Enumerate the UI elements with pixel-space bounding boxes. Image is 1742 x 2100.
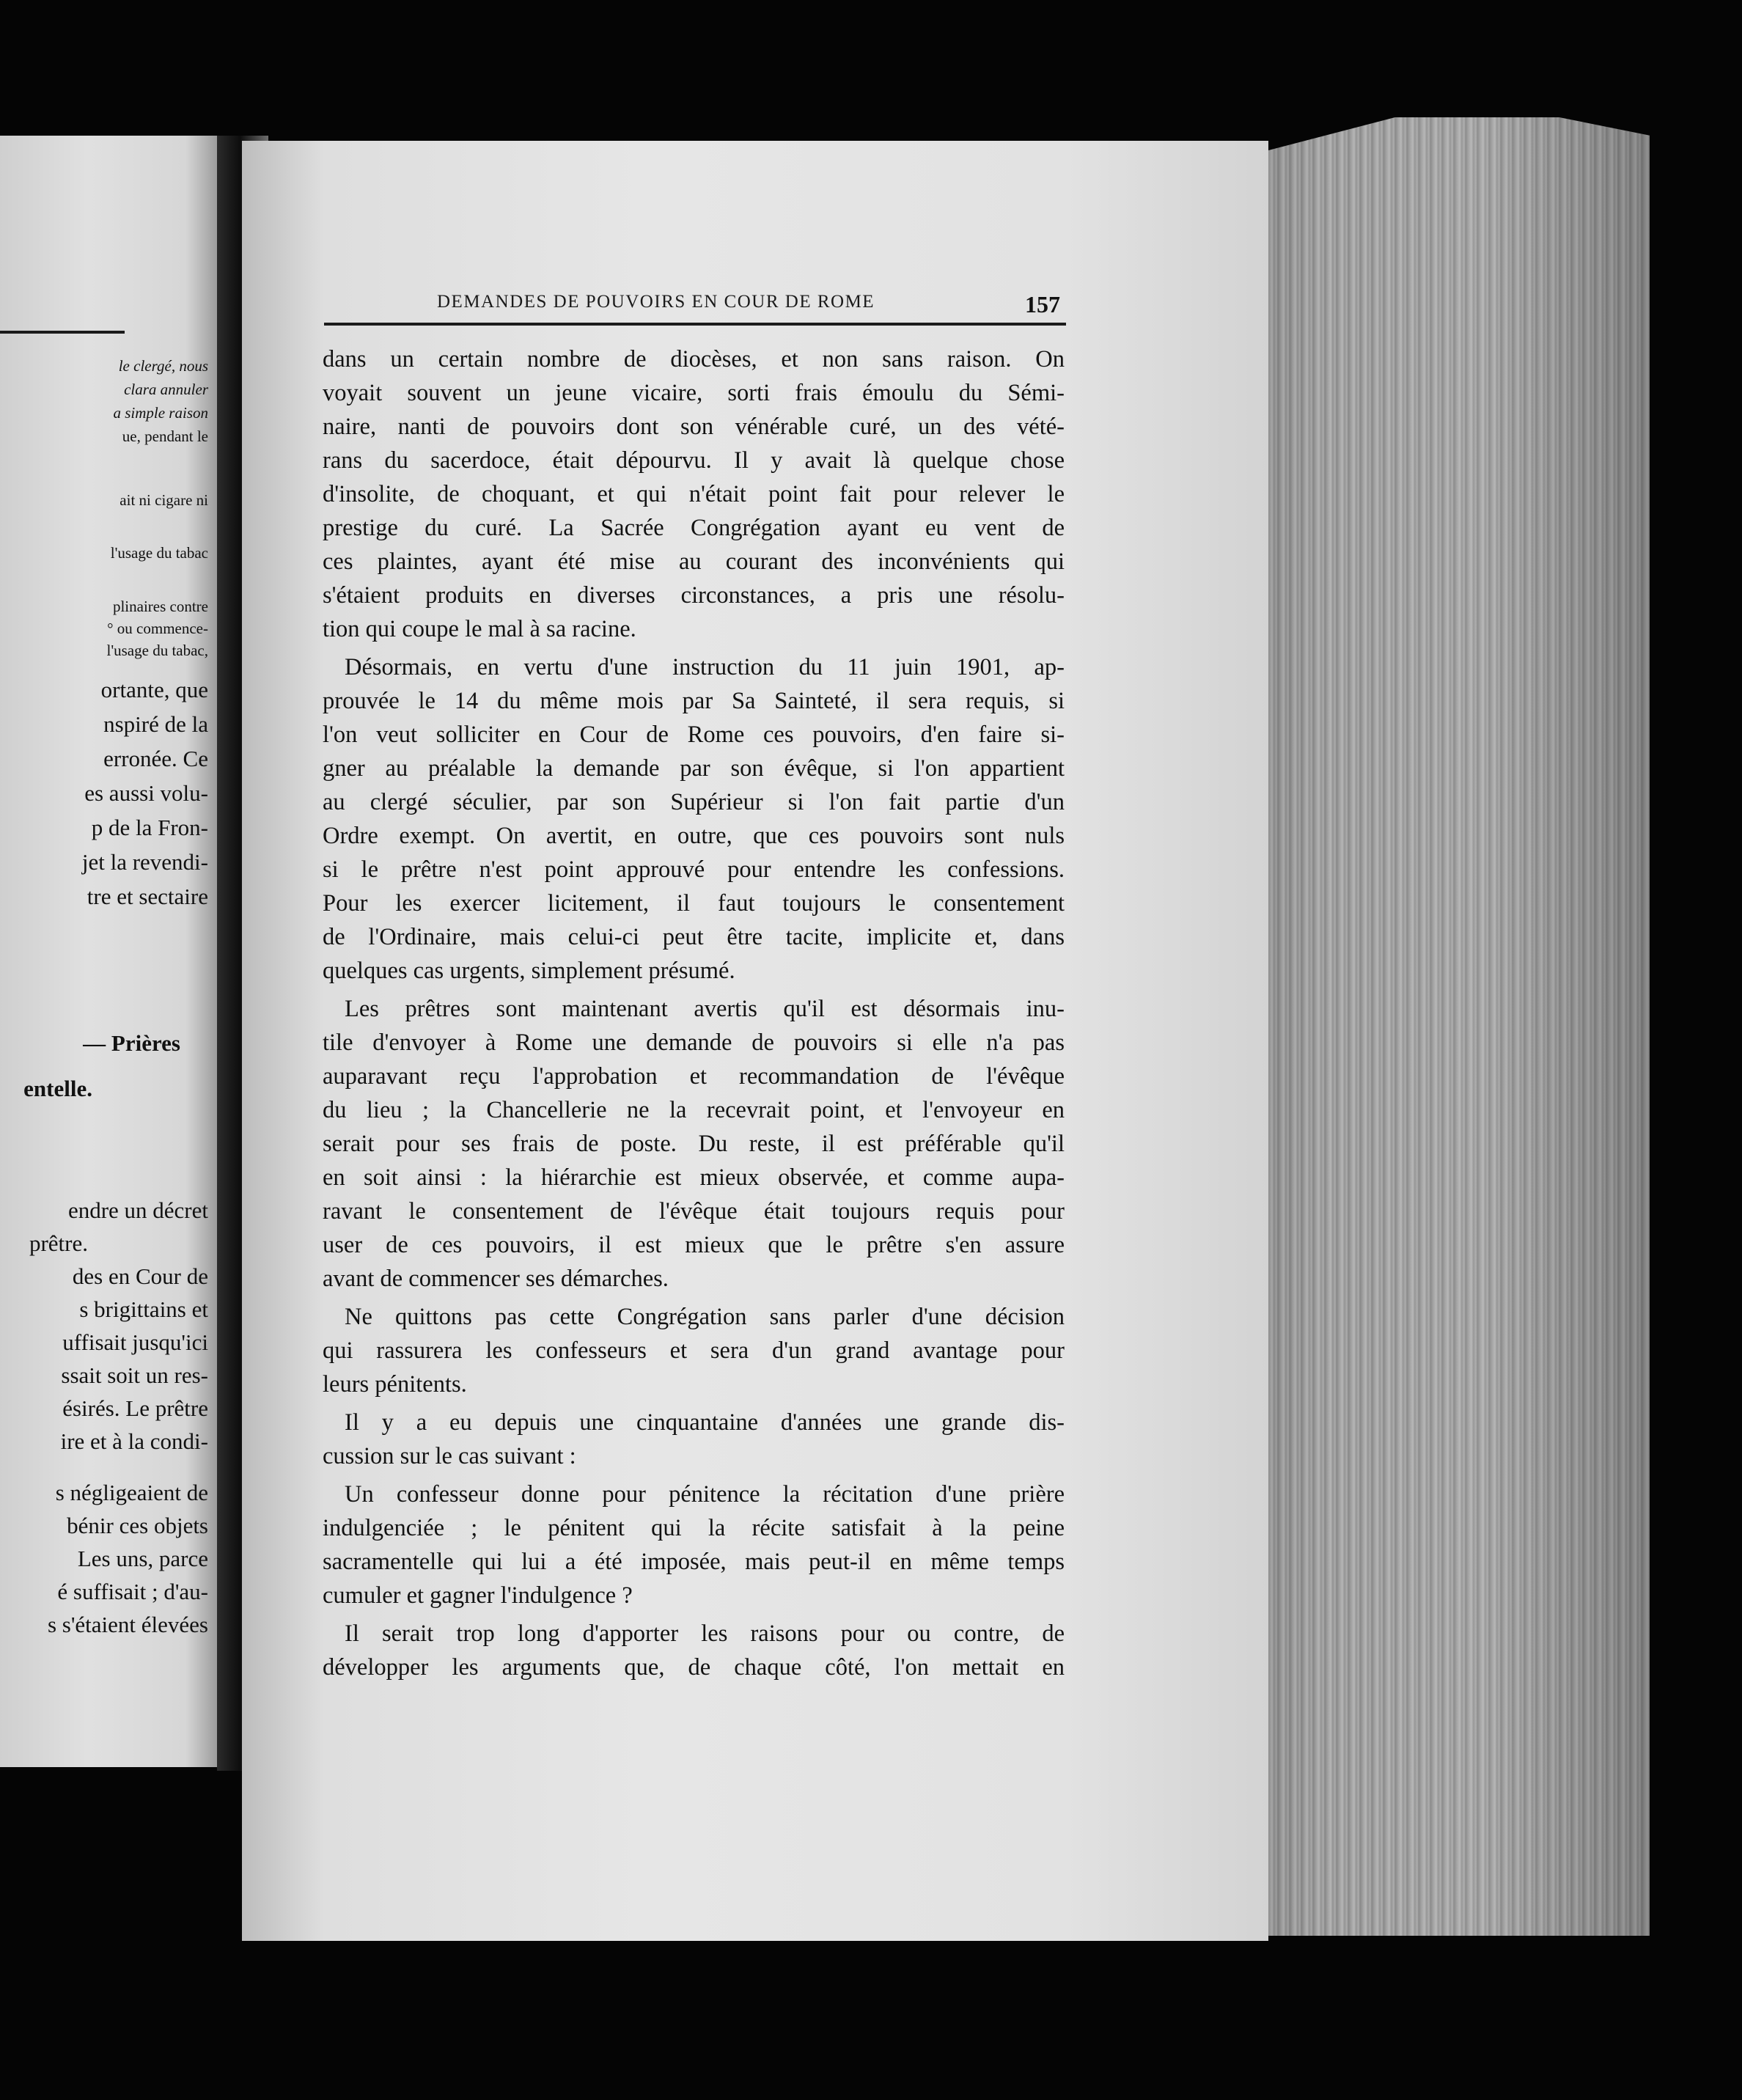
left-page-line: prêtre.	[29, 1230, 88, 1256]
left-page-line: tre et sectaire	[87, 884, 208, 909]
left-page-line: é suffisait ; d'au-	[57, 1579, 208, 1604]
text-line: si le prêtre n'est point approuvé pour entendre les confessions.	[323, 856, 1065, 883]
header-rule	[324, 323, 1066, 326]
text-line: auparavant reçu l'approbation et recommandation de l'évêque	[323, 1063, 1065, 1090]
text-line: développer les arguments que, de chaque côté, l'on mettait en	[323, 1654, 1065, 1681]
text-line: Un confesseur donne pour pénitence la récitation d'une prière	[345, 1481, 1065, 1508]
left-page-heading: — Prières	[83, 1030, 180, 1056]
text-line: l'on veut solliciter en Cour de Rome ces pouvoirs, d'en faire si-	[323, 722, 1065, 748]
left-page-line: s brigittains et	[79, 1296, 208, 1322]
left-page-line: l'usage du tabac	[110, 544, 208, 562]
book-page-edges-shade	[1239, 117, 1650, 1936]
text-line: s'étaient produits en diverses circonstances, a pris une résolu-	[323, 582, 1065, 609]
text-line: leurs pénitents.	[323, 1371, 467, 1398]
left-page-line: ait ni cigare ni	[120, 491, 208, 509]
page-number: 157	[1025, 291, 1060, 317]
text-line: ravant le consentement de l'évêque était toujours requis pour	[323, 1198, 1065, 1225]
text-line: indulgenciée ; le pénitent qui la récite satisfait à la peine	[323, 1515, 1065, 1541]
left-page-line: des en Cour de	[72, 1263, 208, 1289]
text-line: sacramentelle qui lui a été imposée, mais peut-il en même temps	[323, 1549, 1065, 1575]
left-page-line: p de la Fron-	[91, 815, 208, 840]
text-line: quelques cas urgents, simplement présumé.	[323, 958, 735, 984]
left-page-line: ortante, que	[100, 677, 208, 702]
left-page-line: ssait soit un res-	[61, 1362, 208, 1388]
left-page-heading: entelle.	[23, 1076, 92, 1101]
text-line: Ne quittons pas cette Congrégation sans parler d'une décision	[345, 1304, 1065, 1330]
left-page-line: ue, pendant le	[122, 427, 208, 445]
text-line: Désormais, en vertu d'une instruction du 11 juin 1901, ap-	[345, 654, 1065, 680]
left-page-line: erronée. Ce	[103, 746, 208, 771]
text-line: de l'Ordinaire, mais celui-ci peut être tacite, implicite et, dans	[323, 924, 1065, 950]
left-page-line: ire et à la condi-	[60, 1428, 208, 1454]
text-line: en soit ainsi : la hiérarchie est mieux observée, et comme aupa-	[323, 1164, 1065, 1191]
text-line: ces plaintes, ayant été mise au courant des inconvénients qui	[323, 548, 1065, 575]
text-line: Il y a eu depuis une cinquantaine d'années une grande dis-	[345, 1409, 1065, 1436]
text-line: Les prêtres sont maintenant avertis qu'il est désormais inu-	[345, 996, 1065, 1022]
left-page-line: jet la revendi-	[81, 849, 208, 875]
text-line: prestige du curé. La Sacrée Congrégation ayant eu vent de	[323, 515, 1065, 541]
text-line: Pour les exercer licitement, il faut toujours le consentement	[323, 890, 1065, 917]
left-page-line: ° ou commence-	[107, 620, 208, 637]
text-line: tion qui coupe le mal à sa racine.	[323, 616, 636, 642]
left-page-line: uffisait jusqu'ici	[62, 1329, 208, 1355]
left-page-line: le clergé, nous	[118, 357, 208, 375]
text-line: qui rassurera les confesseurs et sera d'un grand avantage pour	[323, 1337, 1065, 1364]
left-page-line: l'usage du tabac,	[106, 642, 208, 659]
left-page-line: ésirés. Le prêtre	[62, 1395, 208, 1421]
left-page-line: s négligeaient de	[55, 1480, 208, 1505]
left-page-line: a simple raison	[113, 404, 208, 422]
text-line: rans du sacerdoce, était dépourvu. Il y avait là quelque chose	[323, 447, 1065, 474]
text-line: user de ces pouvoirs, il est mieux que le prêtre s'en assure	[323, 1232, 1065, 1258]
left-page-header-rule	[0, 331, 125, 334]
left-page-line: s s'étaient élevées	[47, 1612, 208, 1637]
left-page-line: clara annuler	[124, 381, 208, 398]
text-line: cumuler et gagner l'indulgence ?	[323, 1582, 633, 1609]
running-head: DEMANDES DE POUVOIRS EN COUR DE ROME	[437, 292, 875, 312]
left-page-line: bénir ces objets	[67, 1513, 208, 1538]
left-page	[0, 136, 218, 1767]
text-line: tile d'envoyer à Rome une demande de pouvoirs si elle n'a pas	[323, 1029, 1065, 1056]
text-line: naire, nanti de pouvoirs dont son vénérable curé, un des vété-	[323, 414, 1065, 440]
text-line: cussion sur le cas suivant :	[323, 1443, 576, 1469]
text-line: Il serait trop long d'apporter les raisons pour ou contre, de	[345, 1620, 1065, 1647]
text-line: d'insolite, de choquant, et qui n'était point fait pour relever le	[323, 481, 1065, 507]
text-line: du lieu ; la Chancellerie ne la recevrait point, et l'envoyeur en	[323, 1097, 1065, 1123]
text-line: avant de commencer ses démarches.	[323, 1266, 669, 1292]
left-page-line: endre un décret	[67, 1197, 208, 1223]
text-line: prouvée le 14 du même mois par Sa Sainteté, il sera requis, si	[323, 688, 1065, 714]
text-line: au clergé séculier, par son Supérieur si l'on fait partie d'un	[323, 789, 1065, 815]
text-line: gner au préalable la demande par son évêque, si l'on appartient	[323, 755, 1065, 782]
left-page-line: es aussi volu-	[84, 780, 208, 806]
text-line: Ordre exempt. On avertit, en outre, que ces pouvoirs sont nuls	[323, 823, 1065, 849]
left-page-line: Les uns, parce	[77, 1546, 208, 1571]
left-page-line: nspiré de la	[103, 711, 208, 737]
text-line: dans un certain nombre de diocèses, et non sans raison. On	[323, 346, 1065, 372]
text-line: serait pour ses frais de poste. Du reste, il est préférable qu'il	[323, 1131, 1065, 1157]
left-page-line: plinaires contre	[112, 598, 208, 615]
text-line: voyait souvent un jeune vicaire, sorti frais émoulu du Sémi-	[323, 380, 1065, 406]
